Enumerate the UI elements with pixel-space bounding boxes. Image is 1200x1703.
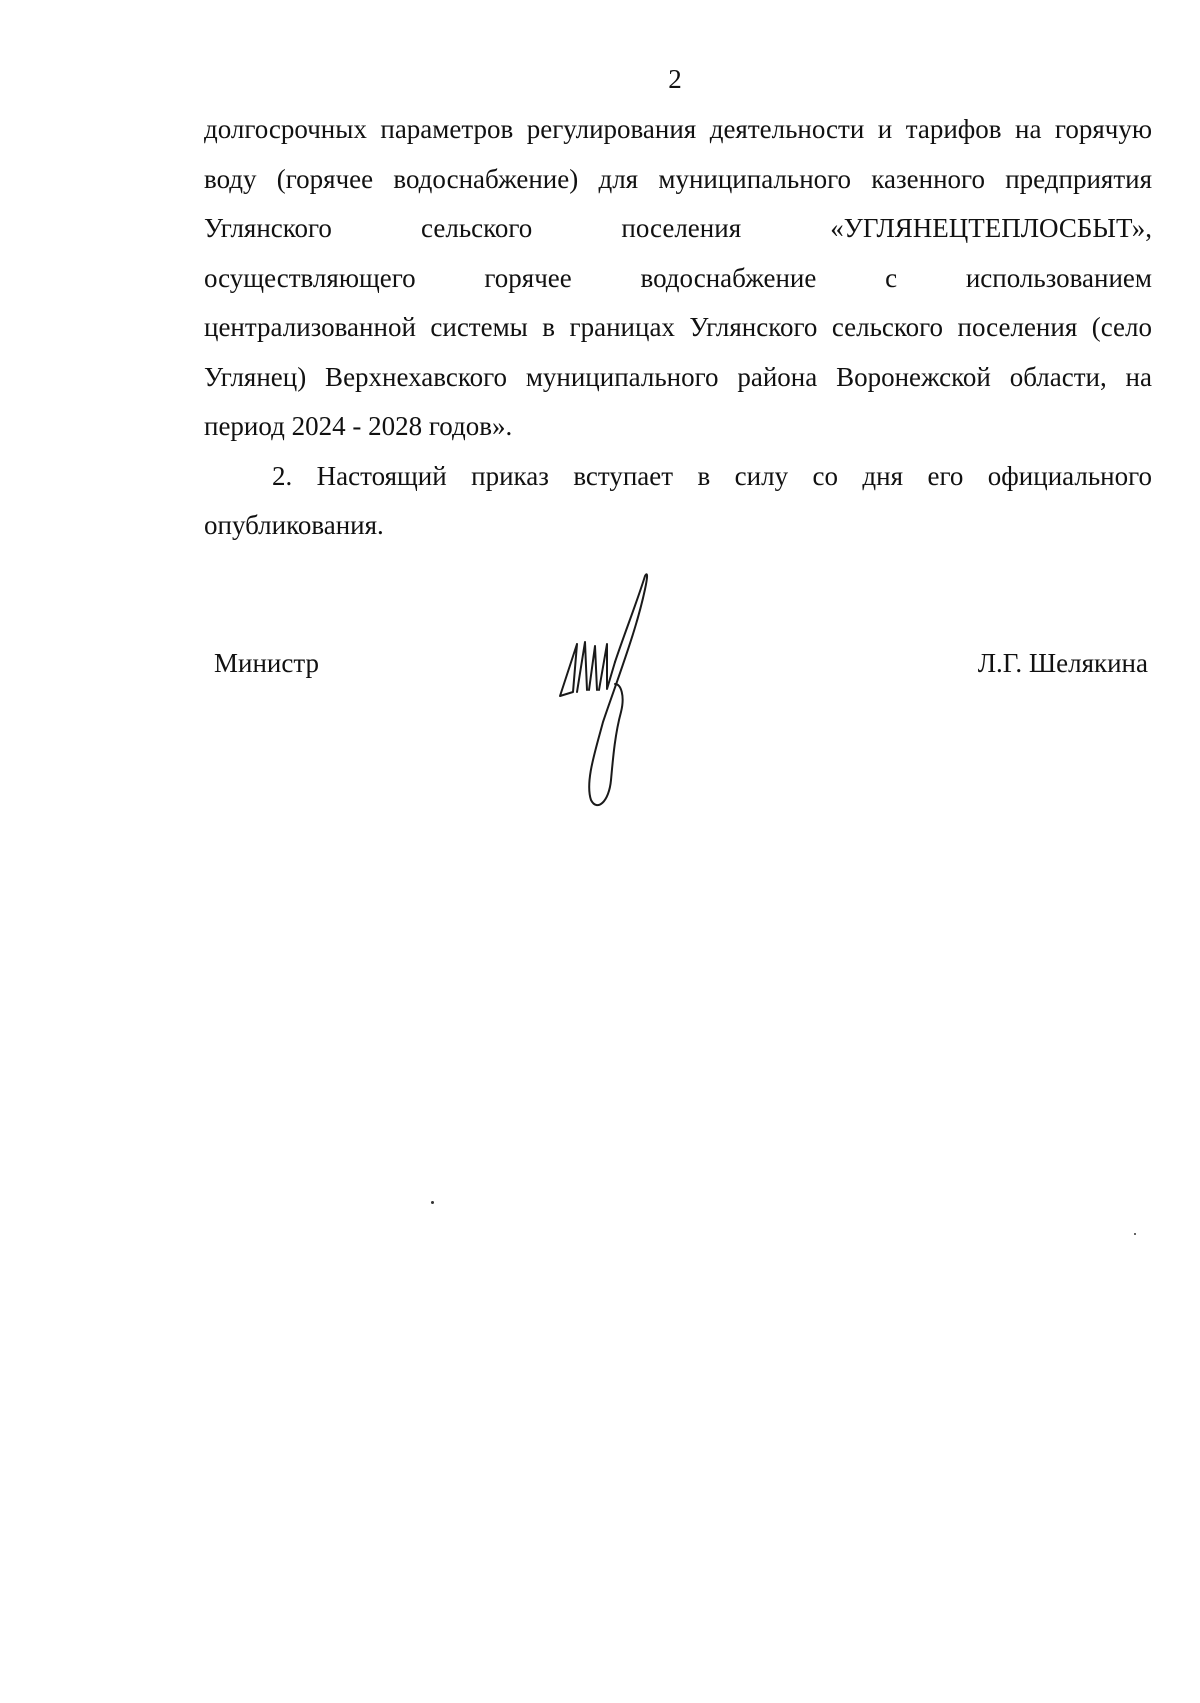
signer-title: Министр [214, 648, 319, 678]
paragraph-line: Углянец) Верхнехавского муниципального района Воронежской области, на [204, 361, 1152, 392]
page-number: 2 [668, 64, 682, 94]
signer-name: Л.Г. Шелякина [977, 648, 1148, 678]
scan-speck [1134, 1233, 1136, 1235]
paragraph-line: опубликования. [204, 510, 384, 540]
paragraph-line: централизованной системы в границах Углянского сельского поселения (село [204, 312, 1152, 342]
handwritten-signature [555, 572, 715, 812]
paragraph-line: период 2024 - 2028 годов». [204, 411, 513, 441]
paragraph-line: воду (горячее водоснабжение) для муниципального казенного предприятия [204, 163, 1152, 194]
paragraph-line: долгосрочных параметров регулирования деятельности и тарифов на горячую [204, 114, 1152, 144]
scan-speck [431, 1201, 434, 1204]
paragraph-line: Углянского сельского поселения «УГЛЯНЕЦТЕПЛОСБЫТ», [204, 213, 1152, 243]
paragraph-effective-date [204, 452, 1152, 551]
paragraph-line: осуществляющего горячее водоснабжение с использованием [204, 262, 1152, 293]
paragraph-line: 2. Настоящий приказ вступает в силу со дня его официального [272, 460, 1152, 491]
paragraph-continued [204, 105, 1152, 452]
document-body [204, 105, 1152, 551]
